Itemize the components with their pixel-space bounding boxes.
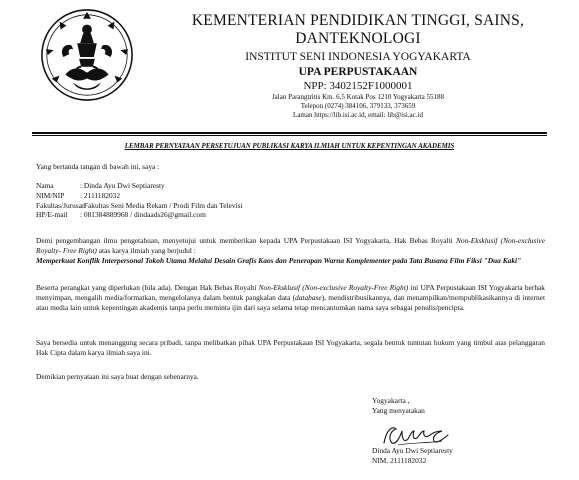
identity-value: : Dinda Ayu Dwi Septiaresty	[80, 181, 165, 190]
rights-text-a: Beserta perangkat yang diperlukan (bila ada). Dengan Hak Bebas Royalti	[36, 283, 259, 292]
consent-tail: atas karya ilmiah yang berjudul :	[96, 245, 196, 255]
intro-text: Yang bertanda tangan di bawah ini, saya :	[36, 162, 160, 171]
identity-value: : Fakultas Seni Media Rekam / Prodi Film dan Televisi	[80, 200, 243, 210]
identity-row	[36, 210, 243, 220]
identity-row	[36, 201, 243, 211]
license-type: Non-Eksklusif (Non-exclusive Royalty- Free Right)	[36, 236, 545, 255]
letterhead-divider-thin	[32, 135, 547, 136]
letterhead-divider	[32, 132, 547, 134]
database-term: database	[295, 292, 322, 302]
identity-label: HP/E-mail	[36, 210, 68, 220]
identity-table	[36, 181, 243, 220]
liability-paragraph: Saya bersedia untuk menanggung secara pribadi, tanpa melibatkan pihak UPA Perpustakaan ISI Yogyakarta, segala bentuk tuntutan hukum yang timbul atas pelanggaran Hak Cipta dalam karya ilmiah saya ini.	[36, 338, 545, 357]
web-line: Laman https://lib.isi.ac.id, email: lib@isi.ac.id	[293, 110, 423, 119]
signer-name: Dinda Ayu Dwi Septiaresty	[372, 446, 453, 455]
letterhead	[178, 12, 538, 120]
rights-paragraph	[36, 283, 545, 312]
sign-place: Yogyakarta ,	[372, 396, 410, 405]
institution-logo-icon	[38, 6, 136, 104]
rights-text-b: ini UPA Perpustakaan ISI Yogyakarta berhak menyimpan, mengalih media/formatkan, mengelolanya dalam bentuk pangkalan data (	[36, 283, 545, 302]
document-title: LEMBAR PERNYATAAN PERSETUJUAN PUBLIKASI KARYA ILMIAH UNTUK KEPENTINGAN AKADEMIS	[124, 142, 455, 150]
closing-paragraph: Demikian pernyataan ini saya buat dengan sebenarnya.	[36, 372, 199, 381]
ministry-line-2: DANTEKNOLOGI	[295, 30, 421, 48]
signer-nim: NIM. 2111182032	[372, 456, 427, 465]
sign-label: Yang menyatakan	[372, 406, 425, 415]
npp-number: NPP: 3402152F1000001	[303, 80, 413, 93]
rights-license-type: Non-Eksklusif (Non-exclusive Royalty-Free Right)	[258, 283, 409, 292]
identity-row	[36, 191, 243, 201]
consent-paragraph	[36, 236, 545, 265]
rights-text-c: ), mendistribusikannya, dan menampilkan/mempublikasikannya di internet atau media lain untuk kepentingan akademis tanpa perlu meminta ijin dari saya selama tetap mencantumkan nama saya sebagai penulis/pencipta.	[36, 292, 545, 312]
ministry-line-1: KEMENTERIAN PENDIDIKAN TINGGI, SAINS,	[191, 12, 525, 29]
identity-row	[36, 181, 243, 191]
identity-label: Nama	[36, 181, 54, 190]
identity-value: : 081384889968 / dindaads26@gmail.com	[80, 210, 206, 220]
consent-text: Demi pengembangan ilmu pengetahuan, menyetujui untuk memberikan kepada UPA Perpustakaan ISI Yogyakarta, Hak Bebas Royalti	[36, 236, 456, 245]
work-title: Memperkuat Konflik Interpersonal Tokoh Utama Melalui Desain Grafis Kaos dan Penerapan Warna Komplementer pada Tata Busana Film Fiksi "Dua Kaki"	[36, 255, 522, 265]
phone-line: Telepon (0274) 384106, 379133, 373659	[300, 102, 416, 111]
identity-value: : 2111182032	[80, 190, 121, 200]
identity-label: NIM/NIP	[36, 190, 65, 200]
institute-name: INSTITUT SENI INDONESIA YOGYAKARTA	[245, 51, 471, 64]
unit-name: UPA PERPUSTAKAAN	[298, 65, 418, 78]
address-line: Jalan Parangtritis Km. 6,5 Kotak Pos 1210 Yogyakarta 55188	[271, 93, 445, 102]
identity-label: Fakultas/Jurusan	[36, 200, 86, 210]
